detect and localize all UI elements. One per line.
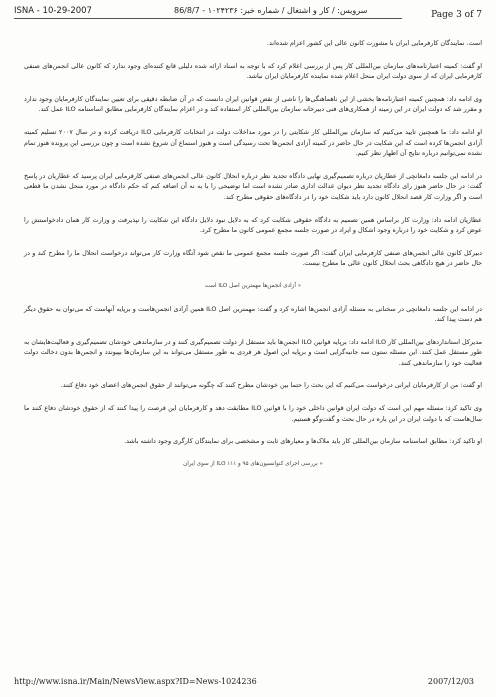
header-rule xyxy=(14,18,402,19)
source-url: http://www.isna.ir/Main/NewsView.aspx?ID=News-1024236 xyxy=(14,677,257,686)
paragraph: او گفت: من از کارفرمایان ایرانی درخواست می‌کنیم که این بحث را حتما بین خودشان مطرح کنند که چگونه می‌توانند از حقوق انجمن‌های اعضای خود دفاع کنند. xyxy=(60,381,482,390)
section-caption: « آزادی انجمن‌ها مهمترین اصل ILO است xyxy=(204,282,302,289)
paragraph: وی ادامه داد: همچنین کمیته اعتبارنامه‌ها بخشی از این ناهماهنگی‌ها را ناشی از نقص قوانین ایران دانست که در آن ضابطه دقیقی برای تعیین نمایندگان کارفرمایان وجود ندارد و مقرر شد که دولت ایران در این زمینه از همکاری‌های فنی دبیرخانه سازمان بین‌المللی کار استفاده کند و در اعزام نمایندگان کارفرمایی مطابق اساسنامه ILO عمل کند. xyxy=(24,94,482,114)
paragraph: او ادامه داد: ما همچنین تایید می‌کنیم که سازمان بین‌المللی کار شکایتی را در مورد مداخلات دولت در انتخابات کارفرمایی ILO دریافت کرده و در سال ۲۰۰۷ تسلیم کمیته آزادی انجمن‌ها کرده است که این شکایت در حال حاضر در کمیته آزادی انجمن‌ها تحت رسیدگی است و هنوز استماع آن شروع نشده است و چون بررسی این پرونده هنوز تمام نشده نمی‌توانیم درباره نتایج آن اظهار نظر کنیم. xyxy=(24,127,482,158)
paragraph: او گفت: کمیته اعتبارنامه‌های سازمان بین‌المللی کار پس از بررسی اعلام کرد که با توجه به اسناد ارائه شده دلیلی قانع کننده‌ای وجود ندارد که کانون عالی انجمن‌های صنفی کارفرمایی ایران که از سوی دولت ایران منحل اعلام شده نماینده کارفرمایان ایران نباشد. xyxy=(24,61,482,81)
page-footer xyxy=(14,677,482,689)
paragraph: در ادامه این جلسه دامغانچی از عطاریان درباره تصمیم‌گیری نهایی دادگاه تجدید نظر درباره انحلال کانون عالی انجمن‌های صنفی کارفرمایی ایران پرسید که عطاریان در پاسخ گفت: در حال حاضر هنوز رای دادگاه تجدید نظر دیوان عدالت اداری صادر نشده است اما توضیحی را با به نه آن اضافه کنم که حکم دادگاه در مورد منحل نشدن ما قطعی است و اگر وزارت کار قصد انحلال کانون دارد باید شکایت خود را در دادگاه‌های حقوقی مطرح کند. xyxy=(24,171,482,201)
paragraph: است. نمایندگان کارفرمایی ایران با مشورت کانون عالی این کشور اعزام شده‌اند. xyxy=(266,39,482,47)
paragraph: عطاریان ادامه داد: وزارت کار براساس همین تصمیم به دادگاه حقوقی شکایت کرد که به دلایل نبود دلایل دادگاه این شکایت را نپذیرفت و وزارت کار همان دادخواستش را عوض کرد و شکایت خود را درباره وجود اشکال و ایراد در صورت جلسه مجمع عمومی کانون ما مطرح کرد. xyxy=(24,215,482,235)
paragraph: مدیرکل استانداردهای بین‌المللی کار ILO ادامه داد: برپایه قوانین ILO انجمن‌ها باید مستقل از دولت تصمیم‌گیری کنند و در سازماندهی خودشان تصمیم‌گیری و فعالیت‌هایشان به طور مستقل عمل کنند. این مسئله ستون سه جانبه‌گرایی است و برپایه این اصول هر فردی به طور مستقل می‌تواند به این سازمان‌ها بپیوندد و انجمن‌ها بدون دخالت دولت فعالیت خود را سازماندهی کنند. xyxy=(24,337,482,367)
paragraph: وی تاکید کرد: مسئله مهم این است که دولت ایران قوانین داخلی خود را با قوانین ILO مطابقت دهد و کارفرمایان این فرصت را پیدا کنند که از حقوق خودشان دفاع کنند ما سال‌هاست که با دولت ایران در این باره در حال بحث و گفت‌وگو هستیم. xyxy=(24,404,482,423)
header-source-date: ISNA - 10-29-2007 xyxy=(14,6,92,16)
paragraph: دبیرکل کانون عالی انجمن‌های صنفی کارفرمایی ایران گفت: اگر صورت جلسه مجمع عمومی ما نقص شود آنگاه وزارت کار می‌تواند درخواست انحلال ما را مطرح کند و در حال حاضر در هیچ دادگاهی بحث انحلال کانون عالی ما مطرح نیست. xyxy=(24,248,482,268)
paragraph: او تاکید کرد: مطابق اساسنامه سازمان بین‌المللی کار باید ملاک‌ها و معیارهای ثابت و مشخصی برای نمایندگان کارگری وجود داشته باشد. xyxy=(124,437,482,446)
page-number: Page 3 of 7 xyxy=(431,10,482,20)
header-service-line: سرویس: / کار و اشتغال / شماره خبر: ۱۰۲۴۲۳۶ - 86/8/7 xyxy=(174,6,368,15)
article-body xyxy=(24,38,482,481)
paragraph: در ادامه این جلسه دامغانچی در سخنانی به مسئله آزادی انجمن‌ها اشاره کرد و گفت: مهمترین اصل ILO همین آزادی انجمن‌هاست و برپایه آنهاست که می‌توان به حقوق دیگر هم دست پیدا کند. xyxy=(24,304,482,324)
print-date: 2007/12/03 xyxy=(427,677,474,686)
section-caption: « بررسی اجرای کنوانسیون‌های ۹۵ و ۱۱۱ ILO از سوی ایران xyxy=(183,460,323,467)
